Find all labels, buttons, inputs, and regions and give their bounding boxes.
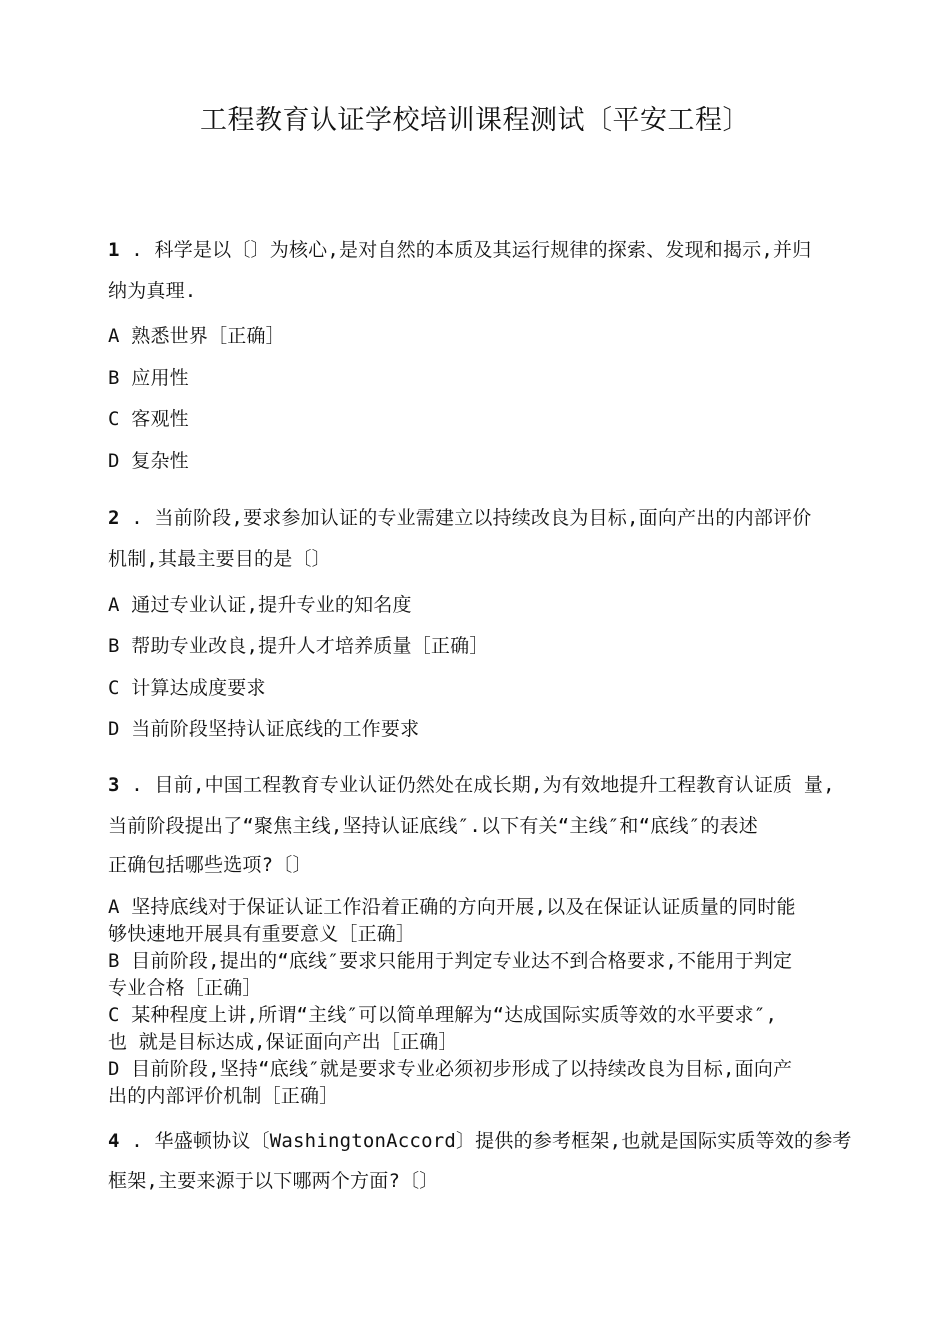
question-3-option-b-line-2: 专业合格［正确］: [108, 977, 262, 999]
question-3-option-b-line-1: B 目前阶段,提出的“底线″要求只能用于判定专业达不到合格要求,不能用于判定: [108, 950, 793, 972]
question-1-option-b: B 应用性: [108, 367, 189, 389]
question-2-option-d: D 当前阶段坚持认证底线的工作要求: [108, 718, 420, 740]
question-2-stem-line-2: 机制,其最主要目的是〔〕: [108, 548, 331, 570]
question-1-option-a: A 熟悉世界［正确］: [108, 325, 285, 347]
question-text: . 目前,中国工程教育专业认证仍然处在成长期,为有效地提升工程教育认证质 量,: [119, 774, 835, 796]
question-3-option-d-line-1: D 目前阶段,坚持“底线″就是要求专业必须初步形成了以持续改良为目标,面向产: [108, 1058, 793, 1080]
question-number: 4: [108, 1130, 120, 1152]
question-1-option-d: D 复杂性: [108, 450, 189, 472]
question-text: . 华盛顿协议〔WashingtonAccord〕提供的参考框架,也就是国际实质等效的参考: [119, 1130, 852, 1152]
question-4-stem-line-1: [108, 1126, 852, 1153]
question-3-stem-line-1: [108, 770, 835, 797]
question-text: . 科学是以〔〕为核心,是对自然的本质及其运行规律的探索、发现和揭示,并归: [119, 239, 812, 261]
question-2-option-b: B 帮助专业改良,提升人才培养质量［正确］: [108, 635, 489, 657]
question-2-option-c: C 计算达成度要求: [108, 677, 266, 699]
question-1-option-c: C 客观性: [108, 408, 189, 430]
question-1-stem-line-2: 纳为真理.: [108, 280, 197, 302]
question-3-option-d-line-2: 出的内部评价机制［正确］: [108, 1085, 339, 1107]
question-text: . 当前阶段,要求参加认证的专业需建立以持续改良为目标,面向产出的内部评价: [119, 507, 812, 529]
question-number: 1: [108, 239, 120, 261]
question-3-stem-line-2: 当前阶段提出了“聚焦主线,坚持认证底线″.以下有关“主线″和“底线″的表述: [108, 815, 758, 837]
question-2-stem-line-1: [108, 503, 811, 530]
question-3-option-a-line-1: A 坚持底线对于保证认证工作沿着正确的方向开展,以及在保证认证质量的同时能: [108, 896, 796, 918]
question-4-stem-line-2: 框架,主要来源于以下哪两个方面?〔〕: [108, 1170, 439, 1192]
page-title: 工程教育认证学校培训课程测试〔平安工程〕: [200, 105, 750, 136]
question-1-stem-line-1: [108, 235, 811, 262]
question-number: 3: [108, 774, 120, 796]
question-3-option-c-line-2: 也 就是目标达成,保证面向产出［正确］: [108, 1031, 458, 1053]
question-3-stem-line-3: 正确包括哪些选项?〔〕: [108, 854, 312, 876]
question-number: 2: [108, 507, 120, 529]
question-2-option-a: A 通过专业认证,提升专业的知名度: [108, 594, 412, 616]
question-3-option-a-line-2: 够快速地开展具有重要意义［正确］: [108, 923, 416, 945]
question-3-option-c-line-1: C 某种程度上讲,所谓“主线″可以简单理解为“达成国际实质等效的水平要求″,: [108, 1004, 778, 1026]
